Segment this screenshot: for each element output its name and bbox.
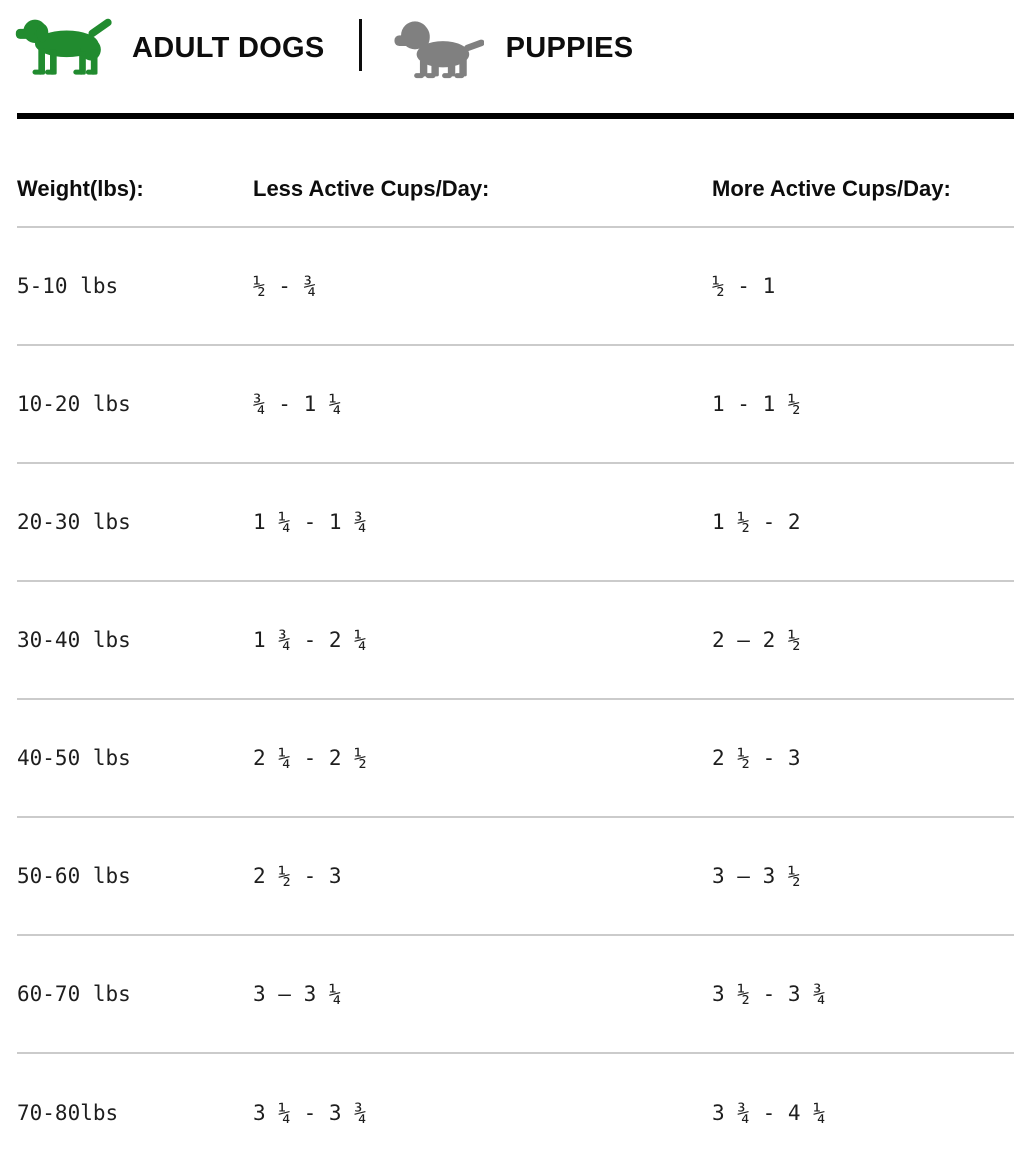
table-row <box>17 346 1014 464</box>
less-active-cell: 1 ¼ - 1 ¾ <box>253 510 367 534</box>
less-active-cell: 3 — 3 ¼ <box>253 982 342 1006</box>
weight-cell: 70-80lbs <box>17 1101 119 1125</box>
table-row <box>17 1054 1014 1166</box>
less-active-cell: ½ - ¾ <box>253 274 317 298</box>
less-active-cell: 2 ½ - 3 <box>253 864 342 888</box>
less-active-cell: ¾ - 1 ¼ <box>253 392 342 416</box>
weight-cell: 30-40 lbs <box>17 628 131 652</box>
table-row <box>17 228 1014 346</box>
tab-puppies-label: PUPPIES <box>505 31 634 64</box>
table-row <box>17 582 1014 700</box>
table-row <box>17 464 1014 582</box>
feeding-table <box>17 119 1014 1166</box>
tab-divider <box>359 19 362 71</box>
less-active-cell: 2 ¼ - 2 ½ <box>253 746 367 770</box>
less-active-cell: 1 ¾ - 2 ¼ <box>253 628 367 652</box>
column-header-more-active: More Active Cups/Day: <box>712 175 951 201</box>
more-active-cell: 2 — 2 ½ <box>712 628 801 652</box>
more-active-cell: 2 ½ - 3 <box>712 746 801 770</box>
more-active-cell: 3 ¾ - 4 ¼ <box>712 1101 826 1125</box>
column-header-weight: Weight(lbs): <box>17 175 144 201</box>
less-active-cell: 3 ¼ - 3 ¾ <box>253 1101 367 1125</box>
more-active-cell: 3 — 3 ½ <box>712 864 801 888</box>
weight-cell: 10-20 lbs <box>17 392 131 416</box>
weight-cell: 50-60 lbs <box>17 864 131 888</box>
more-active-cell: 1 - 1 ½ <box>712 392 801 416</box>
table-header-row <box>17 119 1014 228</box>
more-active-cell: 3 ½ - 3 ¾ <box>712 982 826 1006</box>
tab-puppies[interactable] <box>392 14 634 83</box>
table-row <box>17 936 1014 1054</box>
weight-cell: 60-70 lbs <box>17 982 131 1006</box>
table-row <box>17 818 1014 936</box>
species-tabs <box>0 0 1014 88</box>
puppy-icon <box>392 14 484 83</box>
weight-cell: 5-10 lbs <box>17 274 119 298</box>
tab-adult-dogs-label: ADULT DOGS <box>132 31 325 64</box>
adult-dog-icon <box>14 13 116 83</box>
table-row <box>17 700 1014 818</box>
weight-cell: 40-50 lbs <box>17 746 131 770</box>
more-active-cell: ½ - 1 <box>712 274 776 298</box>
tab-adult-dogs[interactable] <box>14 13 325 83</box>
more-active-cell: 1 ½ - 2 <box>712 510 801 534</box>
column-header-less-active: Less Active Cups/Day: <box>253 175 490 201</box>
weight-cell: 20-30 lbs <box>17 510 131 534</box>
